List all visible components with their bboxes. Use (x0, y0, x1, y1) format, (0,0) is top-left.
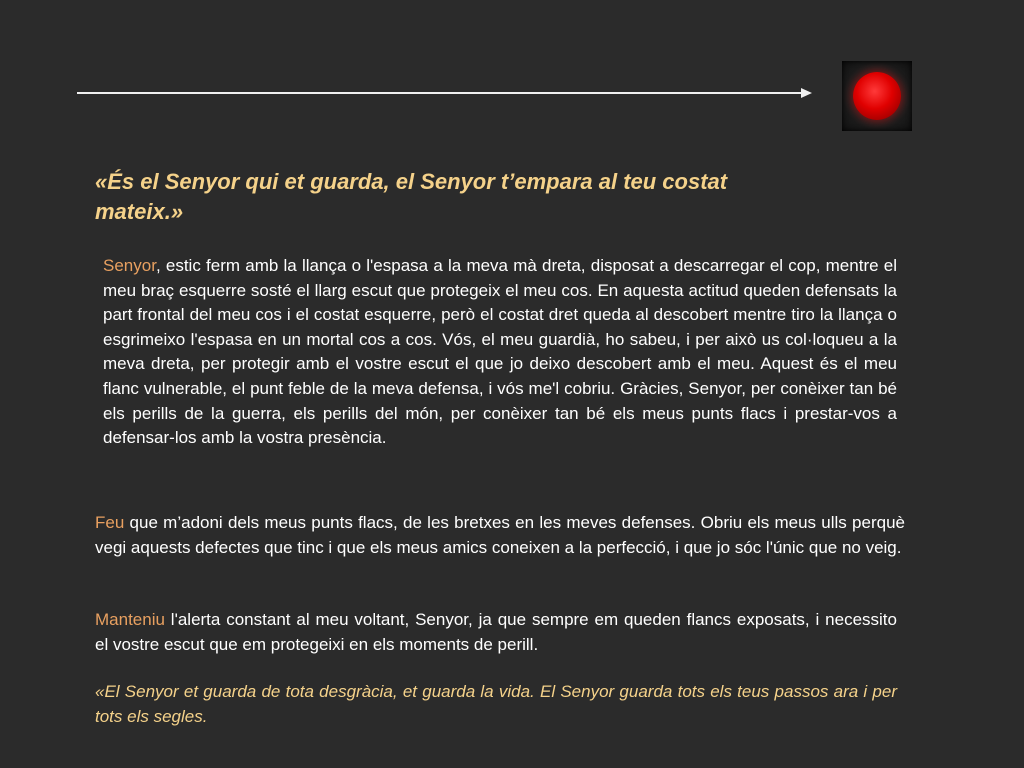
paragraph-3-lead: Manteniu (95, 610, 165, 629)
closing-verse: «El Senyor et guarda de tota desgràcia, et guarda la vida. El Senyor guarda tots els teus passos ara i per tots els segles. (95, 682, 897, 726)
title-verse: «És el Senyor qui et guarda, el Senyor t’empara al teu costat mateix.» (95, 169, 728, 224)
paragraph-2 (95, 511, 905, 560)
arrow-line (77, 92, 803, 94)
paragraph-1-text: , estic ferm amb la llança o l'espasa a la meva mà dreta, disposat a descarregar el cop, mentre el meu braç esquerre sosté el llarg escut que protegeix el meu cos. En aquesta actitud queden defensats la part frontal del meu cos i el costat esquerre, però el costat dret queda al descobert mentre tiro la llança o esgrimeixo l'espasa en un mortal cos a cos. Vós, el meu guardià, ho sabeu, i per això us col·loqueu a la meva dreta, per protegir amb el vostre escut el que jo deixo descobert amb el meu. Aquest és el meu flanc vulnerable, el punt feble de la meva defensa, i vós me'l cobriu. Gràcies, Senyor, per conèixer tan bé els perills de la guerra, els perills del món, per conèixer tan bé els meus punts flacs i prestar-vos a defensar-los amb la vostra presència. (103, 256, 897, 448)
red-light-dot (853, 72, 901, 120)
paragraph-1 (103, 254, 897, 451)
paragraph-3-text: l'alerta constant al meu voltant, Senyor, ja que sempre em queden flancs exposats, i necessito el vostre escut que em protegeixi en els moments de perill. (95, 610, 897, 654)
paragraph-2-text: que m’adoni dels meus punts flacs, de les bretxes en les meves defenses. Obriu els meus ulls perquè vegi aquests defectes que tinc i que els meus amics coneixen a la perfecció, i que jo sóc l'únic que no veig. (95, 513, 905, 557)
red-light-icon (842, 61, 912, 131)
arrow-head-icon (801, 88, 812, 98)
paragraph-1-lead: Senyor (103, 256, 156, 275)
paragraph-2-lead: Feu (95, 513, 125, 532)
paragraph-3 (95, 608, 897, 657)
